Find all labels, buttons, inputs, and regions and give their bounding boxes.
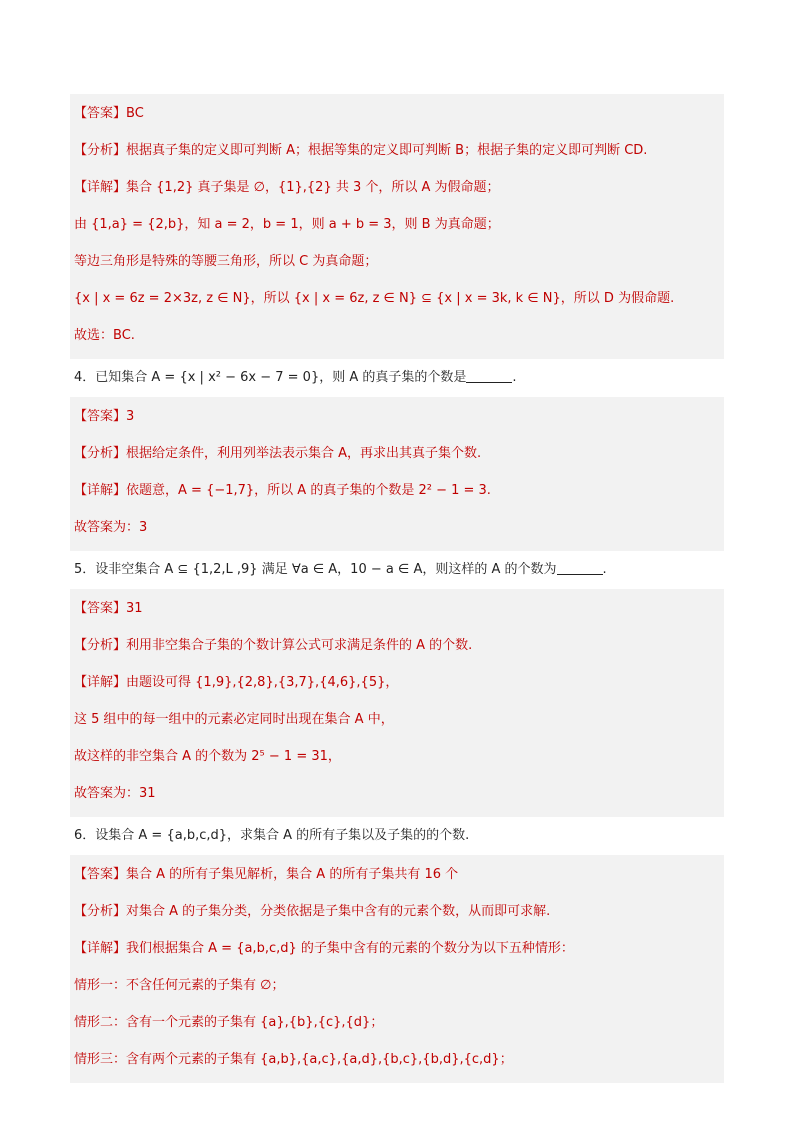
q6-question (70, 817, 724, 855)
q6-solution (70, 855, 724, 1083)
q3-detail-2: 由 {1,a} = {2,b}，知 a = 2，b = 1，则 a + b = 3，则 B 为真命题； (74, 217, 500, 232)
q5-solution (70, 589, 724, 817)
q6-analysis-text: 对集合 A 的子集分类，分类依据是子集中含有的元素个数，从而即可求解. (126, 904, 551, 919)
q4-detail (74, 473, 720, 510)
q6-answer-text: 集合 A 的所有子集见解析，集合 A 的所有子集共有 16 个 (126, 867, 459, 882)
q3-conclusion: 故选：BC. (74, 328, 135, 343)
q5-question-text: 5．设非空集合 A ⊆ {1,2,L ,9} 满足 ∀a ∈ A，10 − a ∈ A，则这样的 A 的个数为 (74, 562, 557, 577)
answer-label: 【答案】 (74, 106, 127, 121)
q3-answer (74, 96, 720, 133)
q4-detail-text: 依题意，A = {−1,7}，所以 A 的真子集的个数是 2² − 1 = 3. (126, 483, 491, 498)
q5-detail-text: 由题设可得 {1,9},{2,8},{3,7},{4,6},{5}， (126, 675, 399, 690)
answer-label: 【答案】 (74, 601, 127, 616)
q4-answer-blank (466, 368, 512, 383)
detail-label: 【详解】 (74, 941, 127, 956)
q5-analysis-text: 利用非空集合子集的个数计算公式可求满足条件的 A 的个数. (126, 638, 473, 653)
q4-analysis-text: 根据给定条件，利用列举法表示集合 A，再求出其真子集个数. (126, 446, 482, 461)
answer-label: 【答案】 (74, 409, 127, 424)
q5-conclusion: 故答案为：31 (74, 786, 156, 801)
q4-analysis (74, 436, 720, 473)
q5-question (70, 551, 724, 589)
analysis-label: 【分析】 (74, 638, 127, 653)
q4-question-text: 4．已知集合 A = {x | x² − 6x − 7 = 0}，则 A 的真子集的个数是 (74, 370, 467, 385)
q3-analysis (74, 133, 720, 170)
detail-label: 【详解】 (74, 180, 127, 195)
q5-answer (74, 591, 720, 628)
detail-label: 【详解】 (74, 483, 127, 498)
q4-answer (74, 399, 720, 436)
document-page (70, 94, 724, 1083)
answer-label: 【答案】 (74, 867, 127, 882)
q3-detail-1 (74, 170, 720, 207)
q6-answer (74, 857, 720, 894)
q5-answer-text: 31 (126, 601, 143, 616)
analysis-label: 【分析】 (74, 446, 127, 461)
q5-answer-blank (557, 560, 603, 575)
q6-case-1: 情形一：不含任何元素的子集有 ∅； (74, 978, 285, 993)
q6-detail-1 (74, 931, 720, 968)
analysis-label: 【分析】 (74, 143, 127, 158)
q6-case-3: 情形三：含有两个元素的子集有 {a,b},{a,c},{a,d},{b,c},{b,d},{c,d}； (74, 1052, 513, 1067)
analysis-label: 【分析】 (74, 904, 127, 919)
q4-question (70, 359, 724, 397)
q5-detail-3: 故这样的非空集合 A 的个数为 2⁵ − 1 = 31， (74, 749, 341, 764)
q3-detail-3: 等边三角形是特殊的等腰三角形，所以 C 为真命题； (74, 254, 378, 269)
q3-analysis-text: 根据真子集的定义即可判断 A；根据等集的定义即可判断 B；根据子集的定义即可判断 CD. (126, 143, 648, 158)
q6-analysis (74, 894, 720, 931)
q3-detail-4: {x | x = 6z = 2×3z, z ∈ N}，所以 {x | x = 6z, z ∈ N} ⊆ {x | x = 3k, k ∈ N}，所以 D 为假命题. (74, 291, 675, 306)
q4-answer-text: 3 (126, 409, 135, 424)
q6-detail-text: 我们根据集合 A = {a,b,c,d} 的子集中含有的元素的个数分为以下五种情形： (126, 941, 574, 956)
q5-detail-1 (74, 665, 720, 702)
q5-question-end: . (602, 562, 607, 577)
q4-solution (70, 397, 724, 551)
q3-detail-text: 集合 {1,2} 真子集是 ∅，{1},{2} 共 3 个，所以 A 为假命题； (126, 180, 500, 195)
q5-analysis (74, 628, 720, 665)
detail-label: 【详解】 (74, 675, 127, 690)
q3-solution (70, 94, 724, 359)
q6-question-text: 6．设集合 A = {a,b,c,d}，求集合 A 的所有子集以及子集的的个数. (74, 828, 470, 843)
q5-detail-2: 这 5 组中的每一组中的元素必定同时出现在集合 A 中， (74, 712, 394, 727)
q4-question-end: . (512, 370, 517, 385)
q6-case-2: 情形二：含有一个元素的子集有 {a},{b},{c},{d}； (74, 1015, 384, 1030)
q3-answer-text: BC (126, 106, 144, 121)
q4-conclusion: 故答案为：3 (74, 520, 148, 535)
